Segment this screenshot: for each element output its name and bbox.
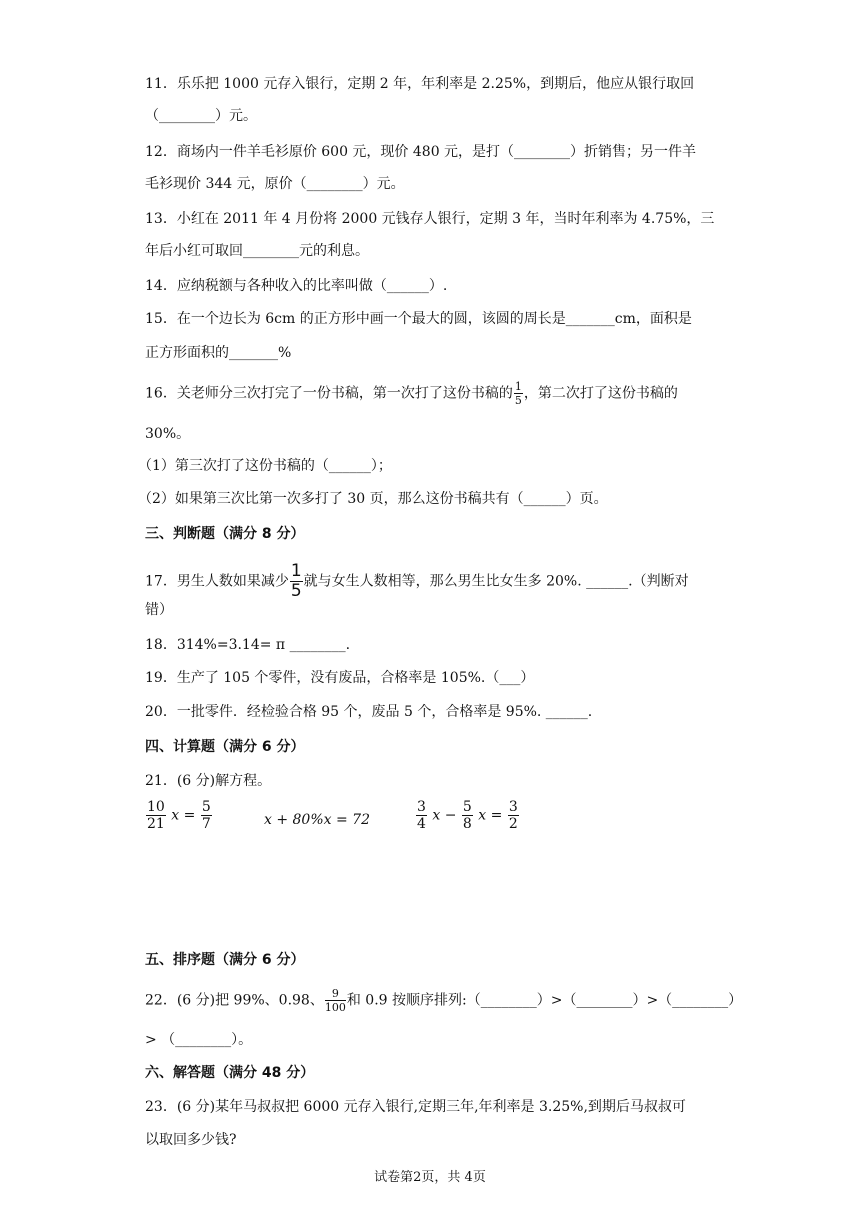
q22-frac-den: 100 [324, 1001, 346, 1014]
q21-title: 21．(6 分)解方程。 [145, 773, 272, 789]
q22-line1 [145, 988, 742, 1013]
q16-text-a: 16．关老师分三次打完了一份书稿，第一次打了这份书稿的 [145, 385, 513, 402]
eq3-frac-3-num: 3 [508, 799, 518, 815]
eq1-frac-1-num: 10 [147, 799, 165, 815]
q17-frac-den: 5 [290, 581, 302, 601]
q16-frac-den: 5 [514, 394, 522, 407]
q17-line1 [145, 563, 689, 600]
eq1-frac-2-den: 7 [201, 816, 211, 832]
section-4-heading: 四、计算题（满分 6 分） [145, 739, 305, 755]
q14-line1: 14．应纳税额与各种收入的比率叫做（______）. [145, 278, 448, 294]
section-3-heading: 三、判断题（满分 8 分） [145, 526, 305, 542]
section-5-heading: 五、排序题（满分 6 分） [145, 952, 305, 968]
q11-line1: 11．乐乐把 1000 元存入银行，定期 2 年，年利率是 2.25%，到期后，他应从银行取回 [145, 76, 695, 92]
q16-frac-num: 1 [514, 380, 522, 393]
q13-line2: 年后小红可取回________元的利息。 [145, 243, 369, 259]
q17-text-a: 17．男生人数如果减少 [145, 573, 289, 590]
eq3-middle-1: x − [432, 807, 457, 824]
q13-line1: 13．小红在 2011 年 4 月份将 2000 元钱存人银行，定期 3 年，当时年利率为 4.75%，三 [145, 211, 715, 227]
eq3-frac-2-num: 5 [462, 799, 472, 815]
q16-text-b: ，第二次打了这份书稿的 [523, 385, 678, 402]
eq3-frac-2 [462, 800, 473, 831]
q23-line1: 23．(6 分)某年马叔叔把 6000 元存入银行,定期三年,年利率是 3.25%,到期后马叔叔可 [145, 1099, 686, 1115]
eq3-frac-1-den: 4 [417, 816, 426, 832]
eq1-frac-2 [201, 800, 212, 831]
page-footer: 试卷第2页，共 4页 [374, 1170, 486, 1185]
q22-fraction [325, 988, 346, 1013]
q20: 20．一批零件．经检验合格 95 个，废品 5 个，合格率是 95%. ______. [145, 704, 593, 720]
q16-fraction [514, 381, 523, 406]
q11-line2: （________）元。 [145, 108, 257, 124]
eq1-middle: x = [171, 807, 196, 824]
q12-line1: 12．商场内一件羊毛衫原价 600 元，现价 480 元，是打（________）折销售；另一件羊 [145, 144, 697, 160]
q23-line2: 以取回多少钱? [145, 1132, 237, 1148]
q22-line2: > （________）。 [145, 1032, 253, 1048]
eq3-frac-1 [416, 800, 427, 831]
eq2-text: x + 80%x = 72 [264, 812, 370, 828]
q19: 19．生产了 105 个零件，没有废品，合格率是 105%.（___） [145, 670, 535, 686]
eq3-frac-1-num: 3 [417, 799, 426, 815]
q12-line2: 毛衫现价 344 元，原价（________）元。 [145, 176, 405, 192]
eq3-frac-3-den: 2 [508, 816, 518, 832]
q16-sub2: （2）如果第三次比第一次多打了 30 页，那么这份书稿共有（______）页。 [138, 491, 608, 507]
eq1-frac-1-den: 21 [147, 816, 165, 832]
q17-frac-num: 1 [290, 561, 302, 581]
q15-line1: 15．在一个边长为 6cm 的正方形中画一个最大的圆，该圆的周长是_______cm，面积是 [145, 311, 692, 327]
q16-line2: 30%。 [145, 426, 191, 442]
q16-line1 [145, 381, 678, 406]
q18: 18．314%=3.14= π ________. [145, 637, 351, 653]
q22-text-a: 22．(6 分)把 99%、0.98、 [145, 992, 324, 1009]
q16-sub1: （1）第三次打了这份书稿的（______）； [138, 458, 392, 474]
q22-frac-num: 9 [325, 988, 346, 1001]
eq1-frac-2-num: 5 [201, 799, 211, 815]
eq3-middle-2: x = [478, 807, 503, 824]
q17-fraction [290, 563, 303, 600]
q21-equation-1 [145, 800, 213, 831]
section-6-heading: 六、解答题（满分 48 分） [145, 1065, 315, 1081]
eq3-frac-3 [508, 800, 519, 831]
q21-equation-3 [415, 800, 520, 831]
eq1-frac-1 [146, 800, 166, 831]
q17-text-b: 就与女生人数相等，那么男生比女生多 20%. ______.（判断对 [303, 573, 689, 590]
q21-equation-2 [264, 812, 370, 828]
eq3-frac-2-den: 8 [462, 816, 472, 832]
q15-line2: 正方形面积的_______% [145, 345, 292, 361]
q22-text-b: 和 0.9 按顺序排列:（________）>（________）>（________） [346, 992, 743, 1009]
q17-line2: 错） [145, 602, 173, 618]
